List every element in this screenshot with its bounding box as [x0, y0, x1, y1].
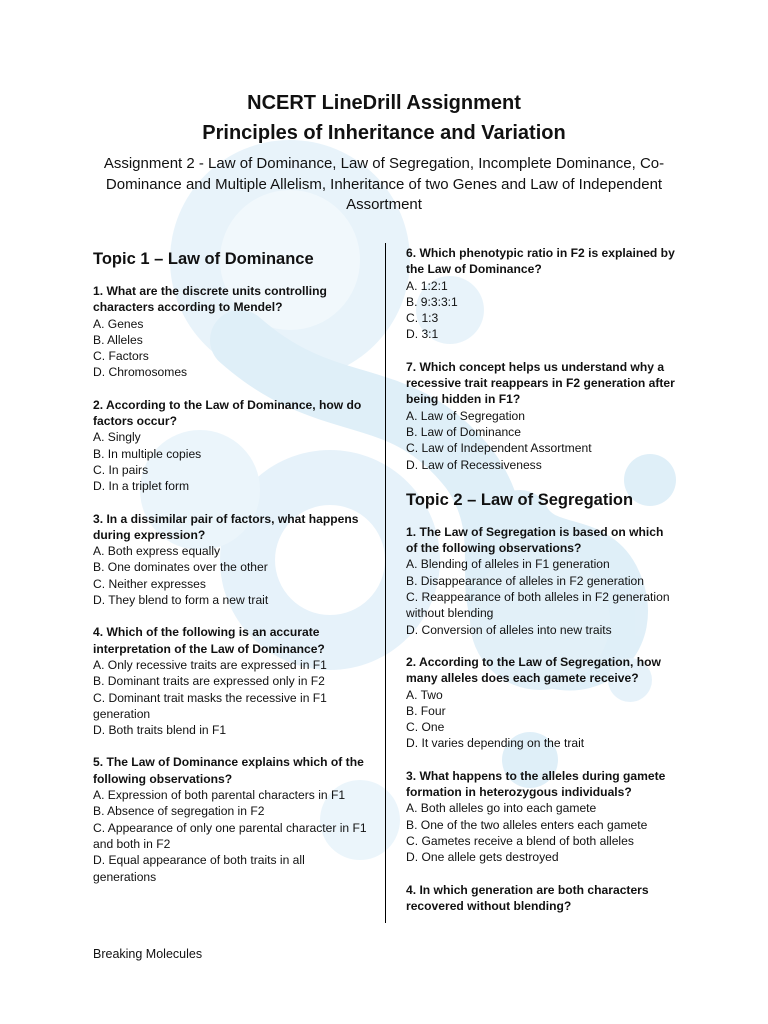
- answer-option: D. It varies depending on the trait: [406, 736, 585, 751]
- answer-option: A. Genes: [93, 316, 144, 331]
- question-text: 7. Which concept helps us understand why a recessive trait reappears in F2 generation after being hidden in F1?: [406, 359, 675, 407]
- answer-option: D. Both traits blend in F1: [93, 723, 227, 738]
- answer-option: D. 3:1: [406, 327, 439, 342]
- question-item: [93, 283, 369, 381]
- question-item: [406, 882, 678, 915]
- question-item: [93, 397, 369, 495]
- topic-heading: Topic 1 – Law of Dominance: [93, 250, 314, 268]
- question-text: 1. The Law of Segregation is based on which of the following observations?: [406, 524, 664, 556]
- answer-option: C. Reappearance of both alleles in F2 generation without blending: [406, 590, 670, 621]
- question-list: [406, 524, 678, 914]
- question-item: [406, 359, 678, 473]
- answer-option: D. One allele gets destroyed: [406, 850, 559, 865]
- answer-option: C. Neither expresses: [93, 576, 206, 591]
- question-list: [93, 283, 369, 885]
- topic-heading: Topic 2 – Law of Segregation: [406, 490, 634, 509]
- page-title: NCERT LineDrill Assignment: [247, 92, 521, 114]
- header: [0, 88, 768, 216]
- question-text: 1. What are the discrete units controlling characters according to Mendel?: [93, 284, 327, 315]
- answer-option: C. One: [406, 720, 445, 735]
- answer-option: A. Blending of alleles in F1 generation: [406, 557, 610, 572]
- footer-text: Breaking Molecules: [93, 947, 203, 961]
- answer-option: D. Equal appearance of both traits in all generations: [93, 853, 305, 884]
- question-text: 2. According to the Law of Segregation, how many alleles does each gamete receive?: [406, 654, 661, 686]
- question-text: 4. Which of the following is an accurate interpretation of the Law of Dominance?: [93, 625, 325, 656]
- page-subject-title: Principles of Inheritance and Variation: [202, 122, 566, 144]
- answer-option: B. Dominant traits are expressed only in F2: [93, 674, 325, 689]
- answer-option: A. 1:2:1: [406, 278, 448, 293]
- question-item: [406, 245, 678, 343]
- answer-option: C. Factors: [93, 349, 149, 364]
- question-item: [93, 754, 369, 884]
- answer-option: D. Conversion of alleles into new traits: [406, 622, 612, 637]
- question-item: [406, 654, 678, 752]
- answer-option: A. Only recessive traits are expressed in F1: [93, 657, 327, 672]
- answer-option: B. Disappearance of alleles in F2 generation: [406, 573, 644, 588]
- question-item: [93, 624, 369, 738]
- answer-option: B. One dominates over the other: [93, 560, 268, 575]
- answer-option: D. In a triplet form: [93, 479, 190, 494]
- answer-option: A. Singly: [93, 430, 141, 445]
- answer-option: A. Law of Segregation: [406, 408, 526, 423]
- answer-option: C. Dominant trait masks the recessive in F1 generation: [93, 690, 327, 721]
- answer-option: A. Two: [406, 687, 443, 702]
- answer-option: C. Appearance of only one parental character in F1 and both in F2: [93, 820, 367, 851]
- left-column: [93, 248, 369, 901]
- answer-option: C. Law of Independent Assortment: [406, 441, 592, 456]
- question-text: 3. In a dissimilar pair of factors, what happens during expression?: [93, 511, 359, 542]
- answer-option: A. Both alleles go into each gamete: [406, 801, 597, 816]
- answer-option: C. 1:3: [406, 311, 439, 326]
- question-text: 3. What happens to the alleles during gamete formation in heterozygous individuals?: [406, 768, 666, 800]
- question-text: 5. The Law of Dominance explains which of the following observations?: [93, 755, 364, 786]
- question-item: [406, 768, 678, 866]
- answer-option: B. Four: [406, 703, 446, 718]
- answer-option: D. They blend to form a new trait: [93, 593, 269, 608]
- assignment-subtitle: Assignment 2 - Law of Dominance, Law of Segregation, Incomplete Dominance, Co-Dominance and Multiple Allelism, Inheritance of two Genes and Law of Independent Assortment: [103, 155, 665, 213]
- question-item: [406, 524, 678, 638]
- answer-option: B. In multiple copies: [93, 446, 202, 461]
- answer-option: B. Law of Dominance: [406, 424, 521, 439]
- question-text: 4. In which generation are both characters recovered without blending?: [406, 882, 649, 913]
- answer-option: C. In pairs: [93, 462, 149, 477]
- answer-option: A. Expression of both parental characters in F1: [93, 788, 346, 803]
- question-text: 2. According to the Law of Dominance, how do factors occur?: [93, 397, 362, 429]
- answer-option: D. Law of Recessiveness: [406, 457, 542, 472]
- answer-option: C. Gametes receive a blend of both alleles: [406, 833, 634, 848]
- question-text: 6. Which phenotypic ratio in F2 is explained by the Law of Dominance?: [406, 246, 675, 277]
- answer-option: B. 9:3:3:1: [406, 294, 458, 309]
- answer-option: B. One of the two alleles enters each gamete: [406, 817, 648, 832]
- column-divider: [385, 243, 386, 923]
- question-list: [406, 245, 678, 473]
- answer-option: D. Chromosomes: [93, 365, 188, 380]
- answer-option: A. Both express equally: [93, 544, 221, 559]
- answer-option: B. Alleles: [93, 332, 143, 347]
- question-item: [93, 511, 369, 609]
- right-column: [406, 245, 678, 930]
- answer-option: B. Absence of segregation in F2: [93, 804, 265, 819]
